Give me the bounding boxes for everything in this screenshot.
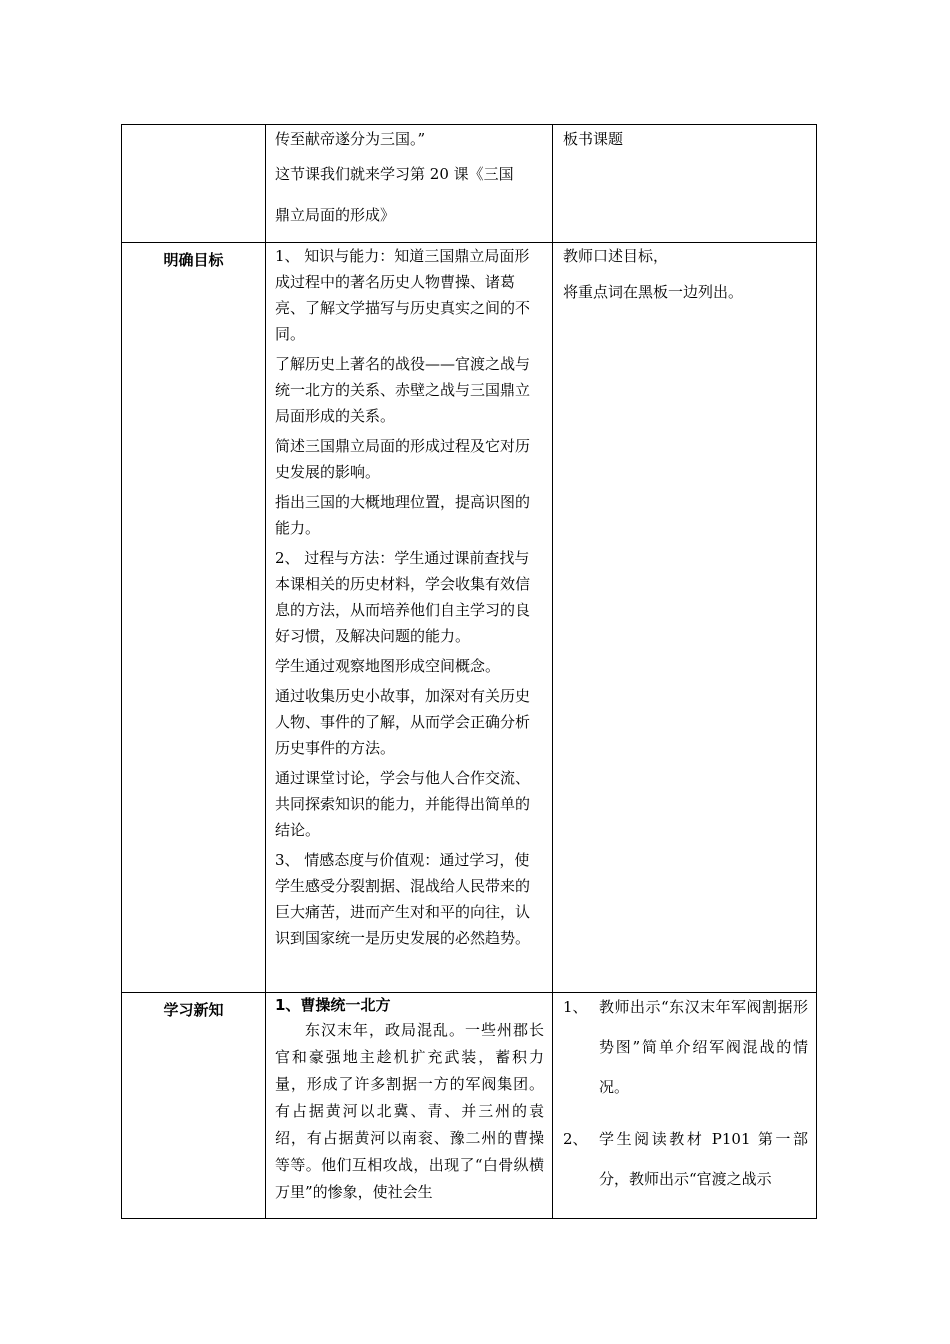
content-cell: [266, 993, 553, 1219]
section-heading: 1、曹操统一北方: [275, 996, 391, 1014]
content-line: 这节课我们就来学习第 20 课《三国: [275, 165, 514, 183]
table-row: [122, 125, 817, 243]
list-item: [563, 1119, 808, 1199]
content-line: 传至献帝遂分为三国。”: [275, 130, 426, 148]
row-label: 明确目标: [122, 243, 266, 993]
step-number: 2、: [563, 1130, 588, 1148]
notes-cell: [553, 125, 817, 243]
content-cell: [266, 243, 553, 993]
notes-cell: [553, 993, 817, 1219]
note-line: 教师口述目标，: [563, 247, 669, 265]
notes-cell: [553, 243, 817, 993]
objective-item: 2、 过程与方法：学生通过课前查找与本课相关的历史材料，学会收集有效信息的方法，从而培养他们自主学习的良好习惯，及解决问题的能力。: [275, 549, 531, 645]
content-line: 鼎立局面的形成》: [275, 206, 396, 224]
step-text: 学生阅读教材 P101 第一部分，教师出示“官渡之战示: [599, 1130, 808, 1188]
objective-item: 简述三国鼎立局面的形成过程及它对历史发展的影响。: [275, 437, 531, 481]
objective-item: 指出三国的大概地理位置，提高识图的能力。: [275, 493, 531, 537]
step-text: 教师出示“东汉末年军阀割据形势图”简单介绍军阀混战的情况。: [599, 998, 808, 1096]
teacher-steps: [563, 987, 808, 1199]
section-paragraph: 东汉末年，政局混乱。一些州郡长官和豪强地主趁机扩充武装，蓄积力量，形成了许多割据一方的军阀集团。有占据黄河以北冀、青、并三州的袁绍，有占据黄河以南衮、豫二州的曹操等等。他们互相攻战，出现了“白骨纵横万里”的惨象，使社会生: [275, 1021, 544, 1201]
content-cell: [266, 125, 553, 243]
table-row: [122, 243, 817, 993]
objective-item: 了解历史上著名的战役——官渡之战与统一北方的关系、赤壁之战与三国鼎立局面形成的关系。: [275, 355, 531, 425]
table-row: [122, 993, 817, 1219]
objective-item: 通过收集历史小故事，加深对有关历史人物、事件的了解，从而学会正确分析历史事件的方法。: [275, 687, 531, 757]
note-line: 板书课题: [563, 130, 624, 148]
step-number: 1、: [563, 998, 588, 1016]
list-item: [563, 987, 808, 1107]
objective-item: 通过课堂讨论，学会与他人合作交流、共同探索知识的能力，并能得出简单的结论。: [275, 769, 531, 839]
row-label: [122, 125, 266, 243]
row-label: 学习新知: [122, 993, 266, 1219]
objective-item: 学生通过观察地图形成空间概念。: [275, 657, 501, 675]
objective-item: 1、 知识与能力：知道三国鼎立局面形成过程中的著名历史人物曹操、诸葛亮、了解文学描写与历史真实之间的不同。: [275, 247, 531, 343]
objective-item: 3、 情感态度与价值观：通过学习，使学生感受分裂割据、混战给人民带来的巨大痛苦，进而产生对和平的向往，认识到国家统一是历史发展的必然趋势。: [275, 851, 531, 947]
lesson-plan-table: [121, 124, 817, 1219]
note-line: 将重点词在黑板一边列出。: [563, 283, 744, 301]
